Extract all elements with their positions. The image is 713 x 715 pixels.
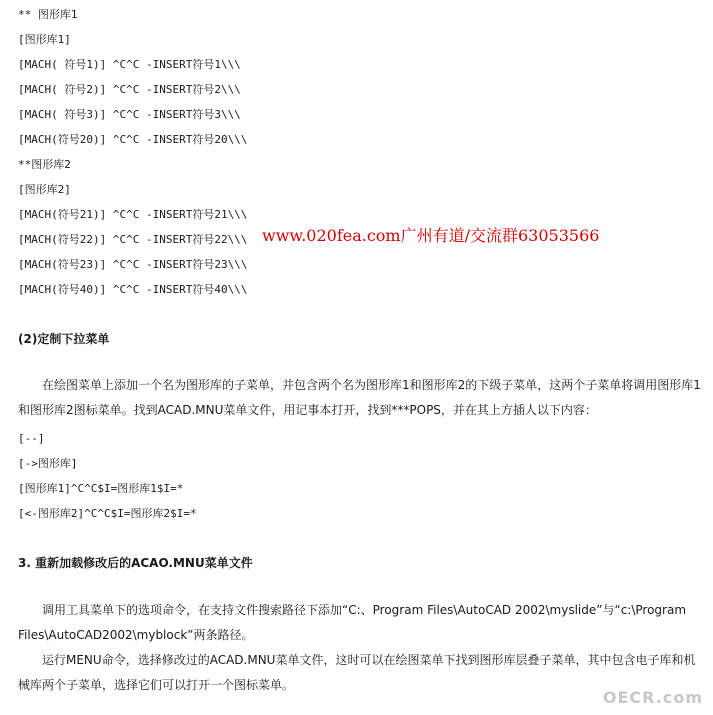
code-line: [MACH(符号23)] ^C^C -INSERT符号23\\\ (18, 258, 248, 271)
code-line: [--] (18, 432, 45, 445)
body-paragraph: 调用工具菜单下的选项命令，在支持文件搜索路径下添加“C:、Program Files\AutoCAD 2002\myslide”与“c:\Program Files\AutoCAD2002\myblock”两条路径。 (18, 603, 690, 642)
code-line: [<-图形库2]^C^C$I=图形库2$I=* (18, 507, 197, 520)
code-line: [图形库1]^C^C$I=图形库1$I=* (18, 482, 184, 495)
code-line: [图形库1] (18, 33, 71, 46)
code-line: [MACH(符号20)] ^C^C -INSERT符号20\\\ (18, 133, 248, 146)
section-heading: (2)定制下拉菜单 (18, 332, 110, 346)
code-line: [图形库2] (18, 183, 71, 196)
code-line: [MACH(符号40)] ^C^C -INSERT符号40\\\ (18, 283, 248, 296)
body-paragraph: 在绘图菜单上添加一个名为图形库的子菜单，并包含两个名为图形库1和图形库2的下级子菜单，这两个子菜单将调用图形库1和图形库2图标菜单。找到ACAD.MNU菜单文件，用记事本打开，找到***POPS，并在其上方插人以下内容： (18, 378, 701, 417)
code-line: [MACH( 符号3)] ^C^C -INSERT符号3\\\ (18, 108, 241, 121)
code-line: [MACH( 符号1)] ^C^C -INSERT符号1\\\ (18, 58, 241, 71)
code-line: **图形库2 (18, 158, 71, 171)
code-line: ** 图形库1 (18, 8, 78, 21)
code-line: [MACH(符号22)] ^C^C -INSERT符号22\\\ (18, 233, 248, 246)
code-line: [->图形库] (18, 457, 78, 470)
watermark-text: www.020fea.com广州有道/交流群63053566 (262, 226, 600, 245)
body-paragraph: 运行MENU命令，选择修改过的ACAD.MNU菜单文件，这时可以在绘图菜单下找到图形库层叠子菜单，其中包含电子库和机械库两个子菜单，选择它们可以打开一个图标菜单。 (18, 653, 696, 692)
code-line: [MACH(符号21)] ^C^C -INSERT符号21\\\ (18, 208, 248, 221)
site-logo: OECR.com (602, 688, 703, 707)
code-line: [MACH( 符号2)] ^C^C -INSERT符号2\\\ (18, 83, 241, 96)
section-heading: 3. 重新加载修改后的ACAO.MNU菜单文件 (18, 556, 253, 570)
